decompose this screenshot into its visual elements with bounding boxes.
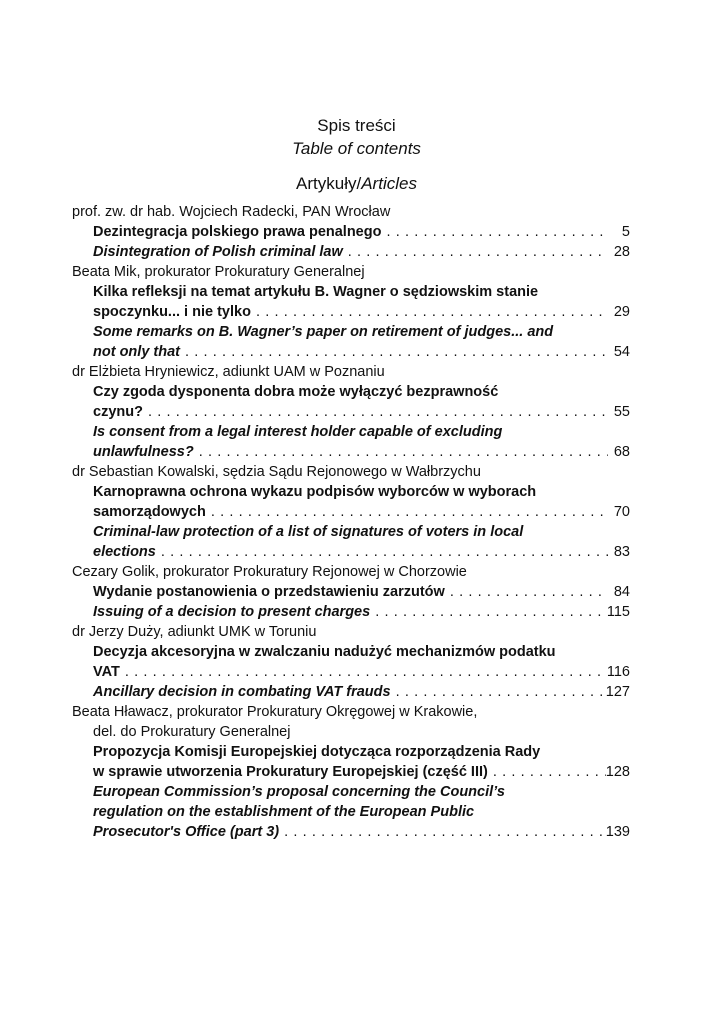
- toc-entry[interactable]: [93, 242, 630, 262]
- dot-leader: [279, 822, 606, 842]
- toc-page-number: 29: [613, 304, 630, 320]
- dot-leader: [143, 402, 608, 422]
- toc-page-number: 84: [613, 584, 630, 600]
- toc-entry[interactable]: [93, 602, 630, 622]
- toc-entry-title: Disintegration of Polish criminal law: [93, 244, 343, 260]
- page-title-polish: Spis treści: [317, 116, 396, 135]
- toc-author: dr Elżbieta Hryniewicz, adiunkt UAM w Poznaniu: [72, 364, 385, 380]
- toc-entry[interactable]: [93, 582, 630, 602]
- toc-author: Beata Hławacz, prokurator Prokuratury Okręgowej w Krakowie,: [72, 704, 478, 720]
- toc-page-number: 5: [621, 224, 630, 240]
- section-heading-polish: Artykuły/: [296, 174, 362, 193]
- toc-entry-title: elections: [93, 544, 156, 560]
- toc-entry-title-line[interactable]: Kilka refleksji na temat artykułu B. Wagner o sędziowskim stanie: [93, 284, 539, 300]
- toc-entry-title: samorządowych: [93, 504, 206, 520]
- toc-entry-title-line[interactable]: regulation on the establishment of the European Public: [93, 804, 475, 820]
- section-heading-english: Articles: [361, 174, 417, 193]
- toc-entry-title: unlawfulness?: [93, 444, 194, 460]
- toc-entry-title: Dezintegracja polskiego prawa penalnego: [93, 224, 382, 240]
- toc-entry[interactable]: [93, 502, 630, 522]
- toc-entry-title: VAT: [93, 664, 120, 680]
- toc-entry-title: not only that: [93, 344, 180, 360]
- toc-entry-title: Prosecutor's Office (part 3): [93, 824, 280, 840]
- toc-entry-title: Issuing of a decision to present charges: [93, 604, 371, 620]
- dot-leader: [156, 542, 608, 562]
- dot-leader: [488, 762, 606, 782]
- toc-page-number: 116: [606, 664, 630, 680]
- toc-page-number: 68: [613, 444, 630, 460]
- toc-entry[interactable]: [93, 442, 630, 462]
- toc-entry[interactable]: [93, 822, 630, 842]
- toc-page-number: 54: [613, 344, 630, 360]
- toc-entry[interactable]: [93, 682, 630, 702]
- toc-page-number: 70: [613, 504, 630, 520]
- toc-page-number: 139: [605, 824, 630, 840]
- dot-leader: [343, 242, 608, 262]
- toc-entry[interactable]: [93, 542, 630, 562]
- toc-author: Beata Mik, prokurator Prokuratury Generalnej: [72, 264, 365, 280]
- toc-entry-title-line[interactable]: Criminal-law protection of a list of signatures of voters in local: [93, 524, 524, 540]
- toc-author: dr Sebastian Kowalski, sędzia Sądu Rejonowego w Wałbrzychu: [72, 464, 481, 480]
- toc-entry[interactable]: [93, 222, 630, 242]
- toc-entry-title-line[interactable]: European Commission’s proposal concerning the Council’s: [93, 784, 505, 800]
- toc-page-number: 127: [605, 684, 630, 700]
- dot-leader: [120, 662, 607, 682]
- toc-entry[interactable]: [93, 302, 630, 322]
- toc-author-affiliation: del. do Prokuratury Generalnej: [93, 724, 291, 740]
- toc-entry-title: czynu?: [93, 404, 143, 420]
- toc-entry-title-line[interactable]: Czy zgoda dysponenta dobra może wyłączyć bezprawność: [93, 384, 499, 400]
- toc-entry-title-line[interactable]: Propozycja Komisji Europejskiej dotycząca rozporządzenia Rady: [93, 744, 541, 760]
- toc-entry[interactable]: [93, 342, 630, 362]
- page-title-english: Table of contents: [292, 139, 421, 158]
- toc-entry-title-line[interactable]: Is consent from a legal interest holder capable of excluding: [93, 424, 503, 440]
- dot-leader: [370, 602, 607, 622]
- toc-author: dr Jerzy Duży, adiunkt UMK w Toruniu: [72, 624, 317, 640]
- toc-entry-title: w sprawie utworzenia Prokuratury Europejskiej (część III): [93, 764, 488, 780]
- toc-entry-title-line[interactable]: Karnoprawna ochrona wykazu podpisów wyborców w wyborach: [93, 484, 537, 500]
- toc-page-number: 55: [613, 404, 630, 420]
- dot-leader: [206, 502, 608, 522]
- toc-entry-title-line[interactable]: Decyzja akcesoryjna w zwalczaniu nadużyć mechanizmów podatku: [93, 644, 556, 660]
- toc-entry[interactable]: [93, 402, 630, 422]
- dot-leader: [251, 302, 608, 322]
- toc-entry[interactable]: [93, 662, 630, 682]
- toc-entry[interactable]: [93, 762, 630, 782]
- toc-page-number: 115: [606, 604, 630, 620]
- toc-author: prof. zw. dr hab. Wojciech Radecki, PAN Wrocław: [72, 204, 391, 220]
- toc-page-number: 128: [605, 764, 630, 780]
- dot-leader: [381, 222, 608, 242]
- toc-entry-title: spoczynku... i nie tylko: [93, 304, 251, 320]
- dot-leader: [194, 442, 608, 462]
- dot-leader: [391, 682, 606, 702]
- toc-author: Cezary Golik, prokurator Prokuratury Rejonowej w Chorzowie: [72, 564, 467, 580]
- toc-entry-title: Ancillary decision in combating VAT frauds: [93, 684, 391, 700]
- toc-entry-title: Wydanie postanowienia o przedstawieniu zarzutów: [93, 584, 445, 600]
- toc-entry-title-line[interactable]: Some remarks on B. Wagner’s paper on retirement of judges... and: [93, 324, 554, 340]
- dot-leader: [445, 582, 608, 602]
- toc-page-number: 83: [613, 544, 630, 560]
- dot-leader: [180, 342, 608, 362]
- toc-page-number: 28: [613, 244, 630, 260]
- section-heading: [0, 174, 713, 194]
